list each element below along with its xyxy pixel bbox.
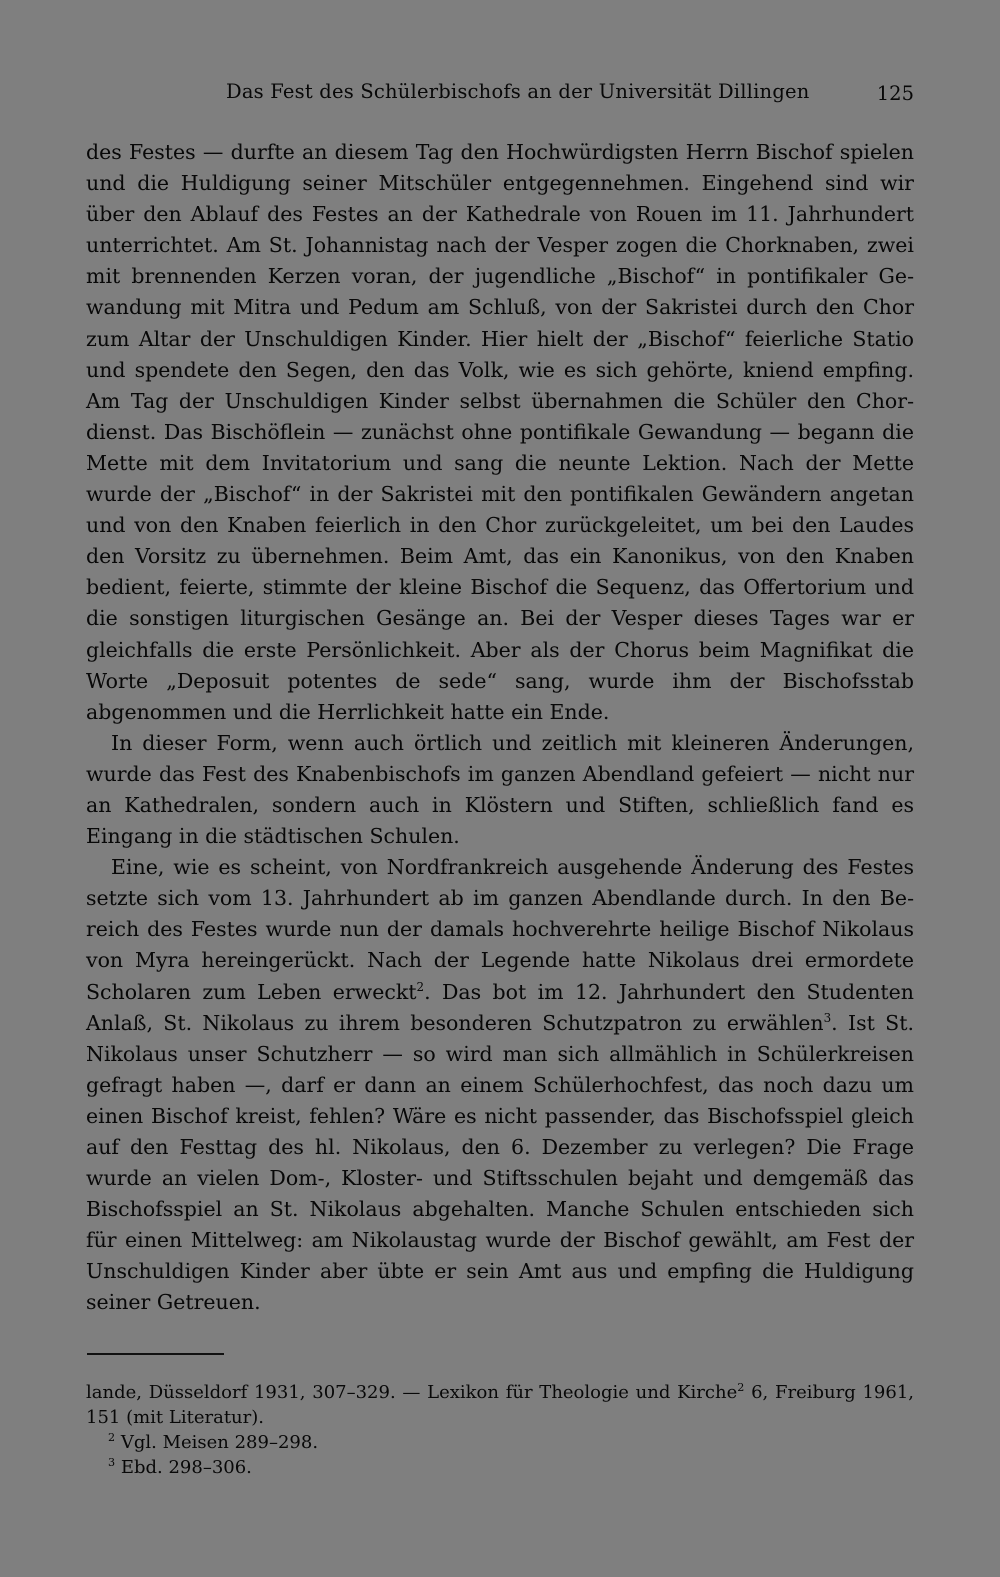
paragraph-1 (86, 137, 914, 728)
footnote-2-text: Vgl. Meisen 289–298. (120, 1432, 319, 1453)
paragraph-1-text: des Festes — durfte an diesem Tag den Hochwürdigsten Herrn Bischof spielen und die Huldigung seiner Mitschüler entgegennehmen. Eingehend sind wir über den Ablauf des Festes an der Kathedrale von Rouen im 11. Jahrhundert unterrichtet. Am St. Johannistag nach der Vesper zogen die Chorknaben, zwei mit brennenden Kerzen voran, der jugendliche „Bischof“ in pontifikaler Gewandung mit Mitra und Pedum am Schluß, von der Sakristei durch den Chor zum Altar der Unschuldigen Kinder. Hier hielt der „Bischof“ feierliche Statio und spendete den Segen, den das Volk, wie es sich gehörte, kniend empfing. Am Tag der Unschuldigen Kinder selbst übernahmen die Schüler den Chordienst. Das Bischöflein — zunächst ohne pontifikale Gewandung — begann die Mette mit dem Invitatorium und sang die neunte Lektion. Nach der Mette wurde der „Bischof“ in der Sakristei mit den pontifikalen Gewändern angetan und von den Knaben feierlich in den Chor zurückgeleitet, um bei den Laudes den Vorsitz zu übernehmen. Beim Amt, das ein Kanonikus, von den Knaben bedient, feierte, stimmte der kleine Bischof die Sequenz, das Offertorium und die sonstigen liturgischen Gesänge an. Bei der Vesper dieses Tages war er gleichfalls die erste Persönlichkeit. Aber als der Chorus beim Magnifikat die Worte „Deposuit potentes de sede“ sang, wurde ihm der Bischofsstab abgenommen und die Herrlichkeit hatte ein Ende. (86, 140, 914, 724)
footnote-2-mark: 2 (108, 1431, 116, 1444)
footnote-3-mark: 3 (108, 1456, 116, 1469)
footnote-3 (86, 1455, 914, 1480)
page-number: 125 (876, 82, 914, 105)
footnote-continuation-text-a: lande, Düsseldorf 1931, 307–329. — Lexikon für Theologie und Kirche (86, 1382, 738, 1403)
body-text (86, 137, 914, 1319)
running-title: Das Fest des Schülerbischofs an der Universität Dillingen (226, 80, 810, 103)
footnote-3-text: Ebd. 298–306. (120, 1457, 252, 1478)
footnotes (86, 1380, 914, 1480)
paragraph-3 (86, 852, 914, 1318)
paragraph-2-text: In dieser Form, wenn auch örtlich und zeitlich mit kleineren Änderungen, wurde das Fest des Knabenbischofs im ganzen Abendland gefeiert — nicht nur an Kathedralen, sondern auch in Klöstern und Stiften, schließlich fand es Eingang in die städtischen Schulen. (86, 730, 914, 849)
footnote-ref-3[interactable]: 3 (823, 1010, 832, 1025)
footnote-continuation (86, 1380, 914, 1430)
paragraph-2 (86, 728, 914, 852)
footnote-2 (86, 1430, 914, 1455)
footnote-separator (87, 1353, 224, 1355)
paragraph-3-text-b: . Das bot im 12. Jahrhundert den Studenten Anlaß, St. Nikolaus zu ihrem besonderen Schutzpatron zu erwählen (86, 979, 914, 1035)
paragraph-3-text-c: . Ist St. Nikolaus unser Schutzherr — so wird man sich allmählich in Schülerkreisen gefragt haben —, darf er dann an einem Schülerhochfest, das noch dazu um einen Bischof kreist, fehlen? Wäre es nicht passender, das Bischofsspiel gleich auf den Festtag des hl. Nikolaus, den 6. Dezember zu verlegen? Die Frage wurde an vielen Dom-, Kloster- und Stiftsschulen bejaht und demgemäß das Bischofsspiel an St. Nikolaus abgehalten. Manche Schulen entschieden sich für einen Mittelweg: am Nikolaustag wurde der Bischof gewählt, am Fest der Unschuldigen Kinder aber übte er sein Amt aus und empfing die Huldigung seiner Getreuen. (86, 1010, 914, 1315)
edition-superscript: 2 (737, 1381, 745, 1394)
paragraph-3-text-a: Eine, wie es scheint, von Nordfrankreich ausgehende Änderung des Festes setzte sich vom 13. Jahrhundert ab im ganzen Abendlande durch. In den Bereich des Festes wurde nun der damals hochverehrte heilige Bischof Nikolaus von Myra hereingerückt. Nach der Legende hatte Nikolaus drei ermordete Scholaren zum Leben erweckt (86, 855, 914, 1004)
footnote-ref-2[interactable]: 2 (416, 979, 425, 994)
page-header (86, 80, 914, 114)
footnote-continuation-text-b: 6, Freiburg 1961, 151 (mit Literatur). (86, 1382, 914, 1428)
